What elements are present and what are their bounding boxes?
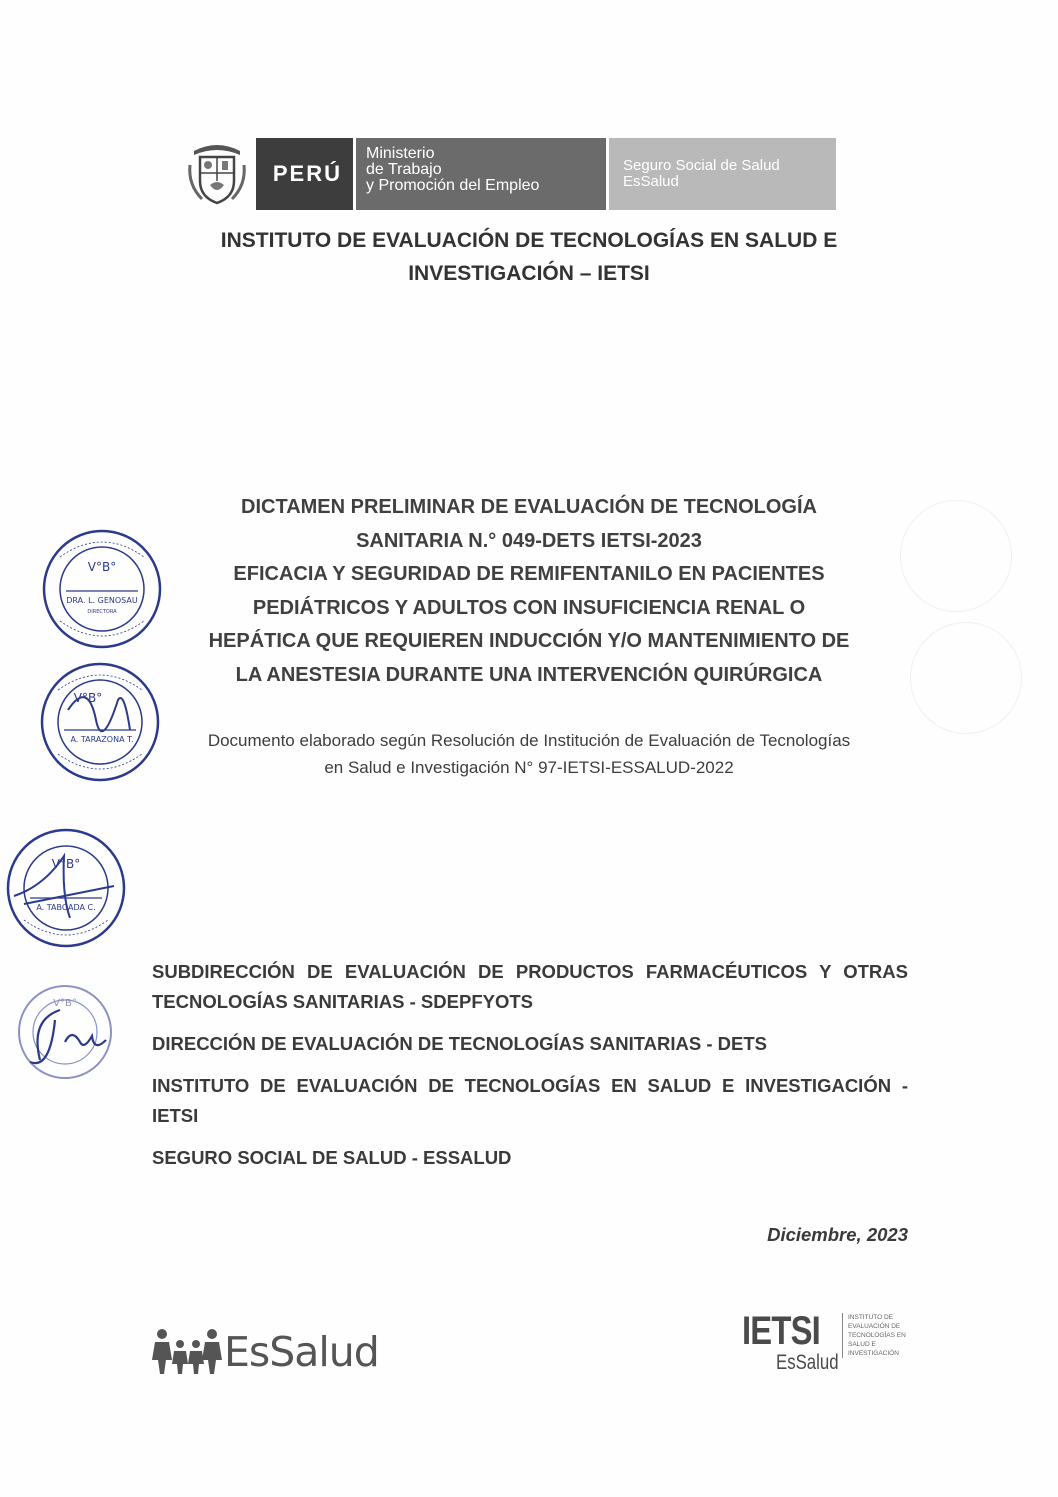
faint-stamp-mark (910, 622, 1022, 734)
approval-stamp-1 (40, 527, 164, 651)
stamp-4-vb: V°B° (53, 998, 77, 1009)
ietsi-logo-description: INSTITUTO DE EVALUACIÓN DE TECNOLOGÍAS EN SALUD E INVESTIGACIÓN (842, 1313, 918, 1358)
stamp-1-role: DIRECTORA (87, 609, 117, 615)
dictamen-line-1: DICTAMEN PRELIMINAR DE EVALUACIÓN DE TECNOLOGÍA (241, 496, 817, 518)
resolution-note-line-2: en Salud e Investigación N° 97-IETSI-ESSALUD-2022 (324, 758, 734, 777)
institute-title-line-2: INVESTIGACIÓN – IETSI (408, 262, 650, 285)
essalud-footer-logo (152, 1316, 379, 1376)
approval-stamp-2 (38, 660, 162, 784)
dictamen-line-6: LA ANESTESIA DURANTE UNA INTERVENCIÓN QUIRÚRGICA (235, 663, 823, 686)
stamp-3-vb: V°B° (51, 857, 81, 871)
peru-label: PERÚ (256, 138, 356, 210)
stamp-2-vb: V°B° (73, 691, 103, 705)
essalud-line-2: EsSalud (623, 173, 679, 190)
ministerio-line-3: y Promoción del Empleo (366, 177, 540, 194)
institute-title-line-1: INSTITUTO DE EVALUACIÓN DE TECNOLOGÍAS EN SALUD E (220, 229, 838, 252)
family-figures-icon (152, 1326, 222, 1376)
ietsi-footer-logo (742, 1309, 912, 1384)
ministerio-label (356, 138, 606, 210)
resolution-note-line-1: Documento elaborado según Resolución de Institución de Evaluación de Tecnologías (207, 731, 851, 750)
stamp-1-vb: V°B° (87, 560, 117, 574)
org-instituto: INSTITUTO DE EVALUACIÓN DE TECNOLOGÍAS EN SALUD E INVESTIGACIÓN - IETSI (152, 1075, 908, 1126)
essalud-banner-label (606, 138, 836, 210)
ministerio-line-2: de Trabajo (366, 161, 442, 178)
stamp-1-name: DRA. L. GENOSAU (66, 596, 138, 605)
resolution-note (140, 727, 918, 781)
peru-coat-of-arms-icon (178, 138, 256, 210)
org-direccion: DIRECCIÓN DE EVALUACIÓN DE TECNOLOGÍAS SANITARIAS - DETS (152, 1033, 767, 1054)
government-banner (178, 138, 836, 210)
stamp-2-name: A. TARAZONA T. (70, 735, 134, 744)
dictamen-line-4: PEDIÁTRICOS Y ADULTOS CON INSUFICIENCIA RENAL O (252, 596, 806, 619)
essalud-line-1: Seguro Social de Salud (623, 157, 780, 174)
essalud-logo-text: EsSalud (224, 1328, 379, 1376)
dictamen-line-2: SANITARIA N.° 049-DETS IETSI-2023 (356, 529, 702, 552)
dictamen-line-3: EFICACIA Y SEGURIDAD DE REMIFENTANILO EN PACIENTES (233, 563, 825, 585)
institute-title (120, 224, 938, 290)
approval-stamp-3 (4, 826, 128, 950)
dictamen-title (140, 491, 918, 692)
ietsi-logo-subtext: EsSalud (776, 1351, 839, 1374)
document-date: Diciembre, 2023 (767, 1224, 908, 1245)
dictamen-line-5: HEPÁTICA QUE REQUIEREN INDUCCIÓN Y/O MANTENIMIENTO DE (208, 630, 850, 652)
approval-stamp-4 (10, 980, 120, 1080)
ministerio-line-1: Ministerio (366, 145, 435, 162)
stamp-3-name: A. TABOADA C. (36, 903, 96, 912)
org-seguro: SEGURO SOCIAL DE SALUD - ESSALUD (152, 1147, 512, 1168)
org-subdireccion: SUBDIRECCIÓN DE EVALUACIÓN DE PRODUCTOS FARMACÉUTICOS Y OTRAS TECNOLOGÍAS SANITARIAS - SDEPFYOTS (152, 961, 908, 1012)
ietsi-logo-text: IETSI (742, 1309, 820, 1353)
